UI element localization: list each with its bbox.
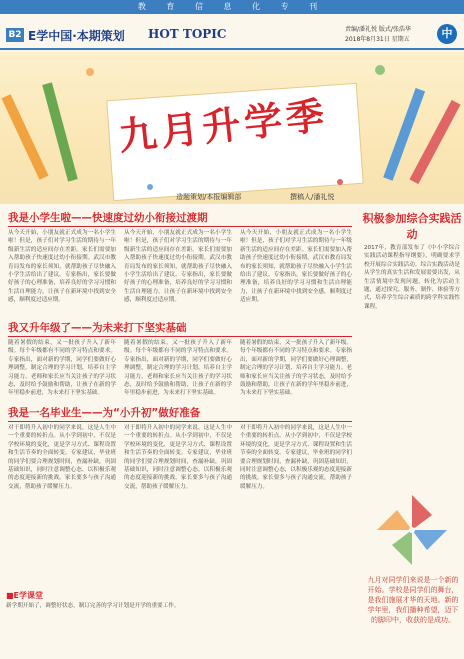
pinwheel-icon bbox=[372, 490, 452, 570]
hot-topic-label: HOT TOPIC bbox=[148, 27, 227, 41]
section-1-col-3: 从今天开始，小朋友就正式成为一名小学生啦！但是，孩子们对学习生活的期待与一年级新生活的适应间存在差距。家长们需要加入帮助孩子快速度过幼小衔接期。武汉市教育局发布的家长须知，就帮助孩子尽快融入小学生活给出了建议。专家指出，家长要做好孩子的心理准备，培养良好的学习习惯和生活自理能力，让孩子在新环境中找到安全感，顺利度过适应期。 bbox=[240, 230, 352, 304]
quote-text: 九月对同学们来说是一个新的开始。学校是同学们的舞台，是我们施展才华的天地。新的学年里，我们播种希望，迈下的脚印中，收获的是成功。 bbox=[367, 576, 459, 624]
writer-credit: 撰稿人/潘礼悦 bbox=[290, 193, 335, 201]
section-3-title: 我是一名毕业生——为“小升初”做好准备 bbox=[8, 407, 201, 419]
section-3-divider bbox=[8, 421, 352, 422]
issue-date: 2018年8月31日 星期五 bbox=[345, 36, 410, 43]
note-text: 新学期开始了，调整好状态，制订完善的学习计划是开学的重要工作。 bbox=[6, 603, 180, 609]
section-2-col-2: 随着暑假的结束，又一批孩子升入了新年级。每个年级都有不同的学习特点和要求。专家指出，面对新的学期，同学们要做好心理调整，制定合理的学习计划，培养自主学习能力。老师和家长应当关注孩子的学习状态，及时给予鼓励和帮助，让孩子在新的学年里稳步前进，为未来打下坚实基础。 bbox=[124, 340, 232, 397]
quote-box bbox=[366, 575, 460, 655]
section-2-col-3: 随着暑假的结束，又一批孩子升入了新年级。每个年级都有不同的学习特点和要求。专家指出，面对新的学期，同学们要做好心理调整，制定合理的学习计划，培养自主学习能力。老师和家长应当关注孩子的学习状态，及时给予鼓励和帮助，让孩子在新的学年里稳步前进，为未来打下坚实基础。 bbox=[240, 340, 352, 397]
sidebar-text: 2017年，教育部发布了《中小学综合实践活动课程指导纲要》，明确要求学校开展综合实践活动。综合实践活动是从学生的真实生活和发展需要出发，从生活情境中发现问题，转化为活动主题，通过探究、服务、制作、体验等方式，培养学生综合素质的跨学科实践性课程。 bbox=[364, 245, 460, 310]
section-1-col-1: 从今天开始，小朋友就正式成为一名小学生啦！但是，孩子们对学习生活的期待与一年级新生活的适应间存在差距。家长们需要加入帮助孩子快速度过幼小衔接期。武汉市教育局发布的家长须知，就帮助孩子尽快融入小学生活给出了建议。专家指出，家长要做好孩子的心理准备，培养良好的学习习惯和生活自理能力，让孩子在新环境中找到安全感，顺利度过适应期。 bbox=[8, 230, 116, 304]
section-2-col-1: 随着暑假的结束，又一批孩子升入了新年级。每个年级都有不同的学习特点和要求。专家指出，面对新的学期，同学们要做好心理调整，制定合理的学习计划，培养自主学习能力。老师和家长应当关注孩子的学习状态，及时给予鼓励和帮助，让孩子在新的学年里稳步前进，为未来打下坚实基础。 bbox=[8, 340, 116, 397]
editors-credit: 责编/潘礼悦 版式/张浩华 bbox=[345, 26, 411, 33]
section-2-divider bbox=[8, 336, 352, 337]
section-3-col-1: 对于即将升入初中的同学来说，这是人生中一个重要的转折点。从小学到初中，不仅是学校环境的变化，更是学习方式、课程设置和生活节奏的全面转变。专家建议，毕业班的同学们要合理规划时间，查漏补缺，巩固基础知识，同时注意调整心态，以积极乐观的态度迎接新的挑战。家长要多与孩子沟通交流，帮助孩子缓解压力。 bbox=[8, 425, 116, 490]
section-1-title: 我是小学生啦——快速度过幼小衔接过渡期 bbox=[8, 212, 208, 224]
section-2-title: 我又升年级了——为未来打下坚实基础 bbox=[8, 322, 187, 334]
page-number: B2 bbox=[6, 28, 24, 42]
banner-text: 教 育 信 息 化 专 刊 bbox=[137, 2, 327, 11]
sidebar-title: 积极参加综合实践活动 bbox=[362, 212, 462, 241]
section-title: E学中国·本期策划 bbox=[28, 29, 125, 43]
newspaper-logo-icon: 中 bbox=[437, 24, 457, 44]
section-3-col-3: 对于即将升入初中的同学来说，这是人生中一个重要的转折点。从小学到初中，不仅是学校环境的变化，更是学习方式、课程设置和生活节奏的全面转变。专家建议，毕业班的同学们要合理规划时间，查漏补缺，巩固基础知识，同时注意调整心态，以积极乐观的态度迎接新的挑战。家长要多与孩子沟通交流，帮助孩子缓解压力。 bbox=[240, 425, 352, 490]
section-1-divider bbox=[8, 226, 352, 227]
section-3-col-2: 对于即将升入初中的同学来说，这是人生中一个重要的转折点。从小学到初中，不仅是学校环境的变化，更是学习方式、课程设置和生活节奏的全面转变。专家建议，毕业班的同学们要合理规划时间，查漏补缺，巩固基础知识，同时注意调整心态，以积极乐观的态度迎接新的挑战。家长要多与孩子沟通交流，帮助孩子缓解压力。 bbox=[124, 425, 232, 490]
section-1-col-2: 从今天开始，小朋友就正式成为一名小学生啦！但是，孩子们对学习生活的期待与一年级新生活的适应间存在差距。家长们需要加入帮助孩子快速度过幼小衔接期。武汉市教育局发布的家长须知，就帮助孩子尽快融入小学生活给出了建议。专家指出，家长要做好孩子的心理准备，培养良好的学习习惯和生活自理能力，让孩子在新环境中找到安全感，顺利度过适应期。 bbox=[124, 230, 232, 304]
hero-title: 九月升学季 bbox=[116, 92, 331, 159]
note-title: ■E学课堂 bbox=[6, 591, 44, 600]
planning-credit: 造题策划/本报编辑部 bbox=[176, 193, 242, 201]
